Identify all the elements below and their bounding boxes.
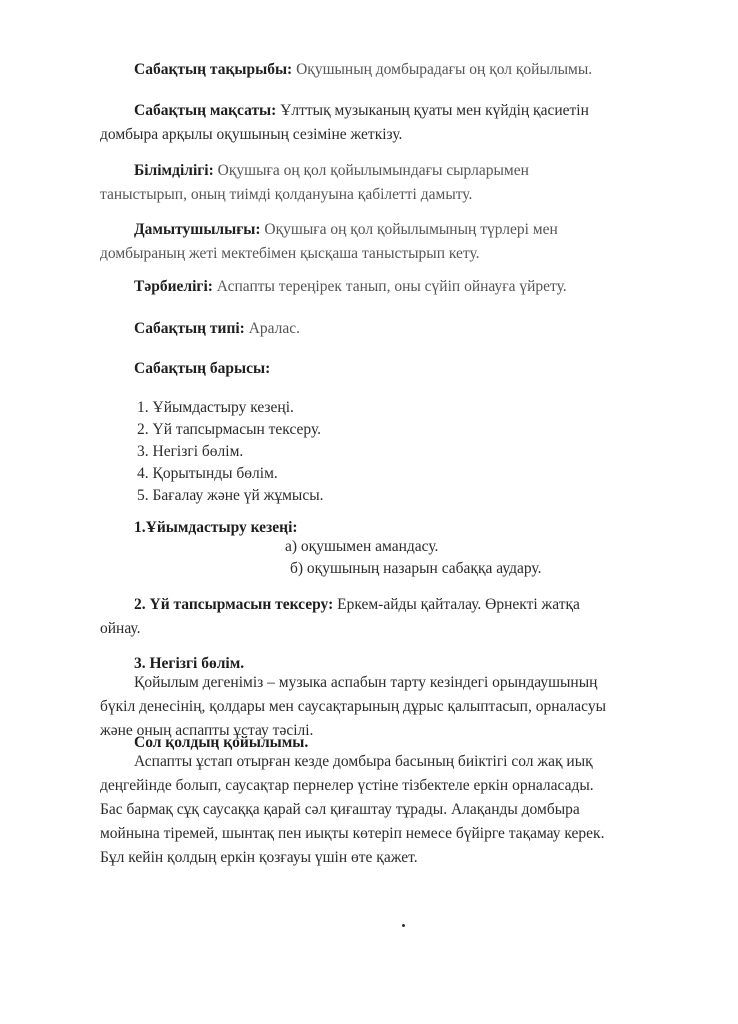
lesson-type xyxy=(100,317,704,341)
list-item: 4. Қорытынды бөлім. xyxy=(137,465,278,482)
lesson-goal-label: Сабақтың мақсаты: xyxy=(134,102,277,119)
developmental-aim-text: Оқушыға оң қол қойылымының түрлері мен xyxy=(260,221,558,238)
paragraph-line: Аспапты ұстап отырған кезде домбыра басының биіктігі сол жақ иық xyxy=(134,753,593,770)
lesson-topic-label: Сабақтың тақырыбы: xyxy=(134,61,293,78)
paragraph-line: бүкіл денесінің, қолдары мен саусақтарының дұрыс қалыптасып, орналасуы xyxy=(100,698,606,715)
lesson-progress-heading-text: Сабақтың барысы: xyxy=(134,360,271,377)
scan-speck xyxy=(402,924,405,927)
homework-check-line2: ойнау. xyxy=(100,620,141,637)
lesson-type-text: Аралас. xyxy=(244,320,301,337)
homework-check-label: 2. Үй тапсырмасын тексеру: xyxy=(134,596,334,613)
educational-aim-line2: таныстырып, оның тиімді қолдануына қабілетті дамыту. xyxy=(100,186,473,203)
lesson-progress-heading xyxy=(100,357,704,381)
educational-aim-label: Білімділігі: xyxy=(134,162,214,179)
main-part-heading-text: 3. Негізгі бөлім. xyxy=(134,655,245,672)
upbringing-aim xyxy=(100,275,704,299)
lesson-goal-text: Ұлттық музыканың қуаты мен күйдің қасиетін xyxy=(276,102,589,119)
homework-check xyxy=(100,593,670,641)
org-stage-heading-text: 1.Ұйымдастыру кезеңі: xyxy=(134,519,298,536)
list-item: 1. Ұйымдастыру кезеңі. xyxy=(137,399,294,416)
paragraph-line: деңгейінде болып, саусақтар пернелер үстіне тізбектеле еркін орналасады. xyxy=(100,777,594,794)
left-hand-paragraph xyxy=(100,750,680,870)
upbringing-aim-label: Тәрбиелігі: xyxy=(134,278,213,295)
paragraph-line: Қойылым дегеніміз – музыка аспабын тарту кезіндегі орындаушының xyxy=(134,674,598,691)
lesson-type-label: Сабақтың типі: xyxy=(134,320,245,337)
paragraph-line: мойнына тіремей, шынтақ пен иықты көтеріп немесе бүйірге тақамау керек. xyxy=(100,825,605,842)
list-item: 3. Негізгі бөлім. xyxy=(137,443,244,460)
developmental-aim-label: Дамытушылығы: xyxy=(134,221,261,238)
developmental-aim-line2: домбыраның жеті мектебімен қысқаша таныстырып кету. xyxy=(100,245,480,262)
educational-aim-text: Оқушыға оң қол қойылымындағы сырларымен xyxy=(213,162,529,179)
org-stage-item-a: а) оқушымен амандасу. xyxy=(285,538,439,555)
paragraph-line: Бас бармақ сұқ саусаққа қарай сәл қиғаштау тұрады. Алақанды домбыра xyxy=(100,801,580,818)
lesson-topic-text: Оқушының домбырадағы оң қол қойылымы. xyxy=(292,61,593,78)
list-item: 2. Үй тапсырмасын тексеру. xyxy=(137,421,322,438)
list-item: 5. Бағалау және үй жұмысы. xyxy=(137,487,324,504)
paragraph-line: және оның аспапты ұстау тәсілі. xyxy=(100,722,314,739)
lesson-topic xyxy=(100,58,704,82)
lesson-goal xyxy=(100,99,670,147)
left-hand-heading-text: Сол қолдың қойылымы. xyxy=(134,734,309,751)
org-stage-item-b: б) оқушының назарын сабаққа аудару. xyxy=(290,560,542,577)
developmental-aim xyxy=(100,218,670,266)
homework-check-text: Еркем-айды қайталау. Өрнекті жатқа xyxy=(333,596,580,613)
paragraph-line: Бұл кейін қолдың еркін қозғауы үшін өте қажет. xyxy=(100,849,418,866)
lesson-goal-line2: домбыра арқылы оқушының сезіміне жеткізу. xyxy=(100,126,403,143)
upbringing-aim-text: Аспапты тереңірек танып, оны сүйіп ойнауға үйрету. xyxy=(212,278,567,295)
educational-aim xyxy=(100,159,670,207)
